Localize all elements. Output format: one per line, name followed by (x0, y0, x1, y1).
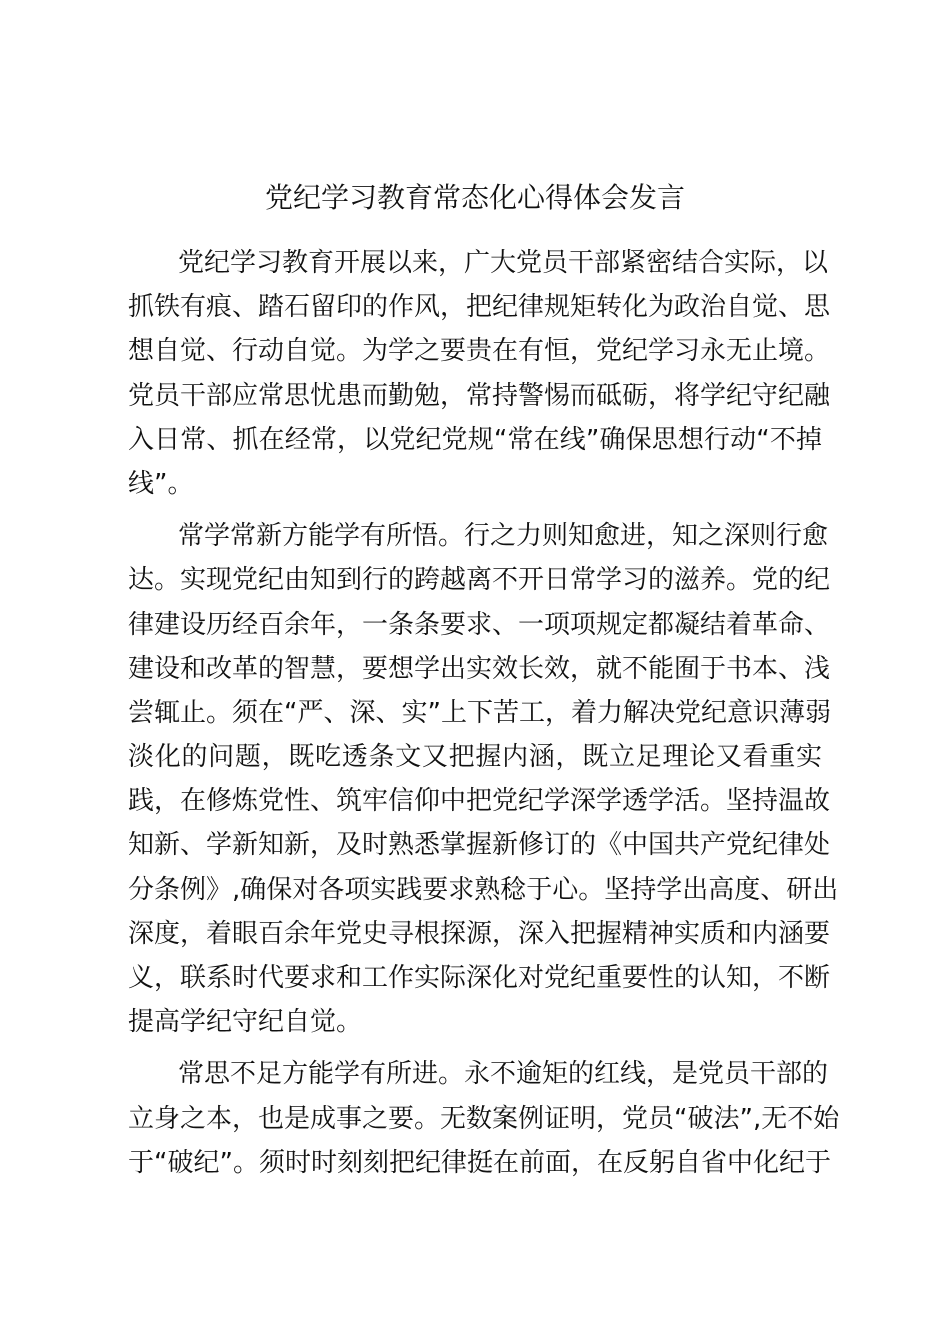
paragraph-line: 义，联系时代要求和工作实际深化对党纪重要性的认知，不断 (128, 963, 831, 993)
paragraph-line: 党员干部应常思忧患而勤勉，常持警惕而砥砺，将学纪守纪融 (128, 380, 831, 411)
paragraph-line: 律建设历经百余年，一条条要求、一项项规定都凝结着革命、 (128, 609, 831, 640)
document-title: 党纪学习教育常态化心得体会发言 (264, 181, 685, 214)
paragraph-line: 于“破纪”。须时时刻刻把纪律挺在前面，在反躬自省中化纪于 (128, 1147, 831, 1178)
paragraph-line: 提高学纪守纪自觉。 (128, 1007, 363, 1038)
paragraph-3 (128, 1052, 840, 1185)
paragraph-line: 线”。 (128, 468, 194, 499)
paragraph-line: 常思不足方能学有所进。永不逾矩的红线，是党员干部的 (178, 1059, 829, 1090)
paragraph-line: 抓铁有痕、踏石留印的作风，把纪律规矩转化为政治自觉、思 (128, 292, 831, 323)
paragraph-line: 知新、学新知新，及时熟悉掌握新修订的《中国共产党纪律处 (128, 830, 831, 861)
paragraph-1 (128, 241, 831, 506)
paragraph-line: 淡化的问题，既吃透条文又把握内涵，既立足理论又看重实 (128, 742, 822, 773)
paragraph-line: 入日常、抓在经常，以党纪党规“常在线”确保思想行动“不掉 (128, 424, 822, 455)
document-body (128, 241, 840, 1193)
paragraph-line: 践，在修炼党性、筑牢信仰中把党纪学深学透学活。坚持温故 (128, 786, 831, 817)
paragraph-line: 分条例》,确保对各项实践要求熟稔于心。坚持学出高度、研出 (128, 874, 839, 905)
paragraph-line: 立身之本，也是成事之要。无数案例证明，党员“破法”,无不始 (128, 1103, 840, 1134)
paragraph-line: 尝辄止。须在“严、深、实”上下苦工，着力解决党纪意识薄弱 (128, 697, 831, 728)
paragraph-2 (128, 514, 839, 1044)
paragraph-line: 党纪学习教育开展以来，广大党员干部紧密结合实际，以 (178, 248, 829, 278)
paragraph-line: 深度，着眼百余年党史寻根探源，深入把握精神实质和内涵要 (128, 918, 831, 949)
paragraph-line: 常学常新方能学有所悟。行之力则知愈进，知之深则行愈 (178, 521, 829, 552)
paragraph-line: 达。实现党纪由知到行的跨越离不开日常学习的滋养。党的纪 (128, 565, 831, 596)
paragraph-line: 建设和改革的智慧，要想学出实效长效，就不能囿于书本、浅 (128, 653, 831, 684)
paragraph-line: 想自觉、行动自觉。为学之要贵在有恒，党纪学习永无止境。 (128, 336, 831, 367)
